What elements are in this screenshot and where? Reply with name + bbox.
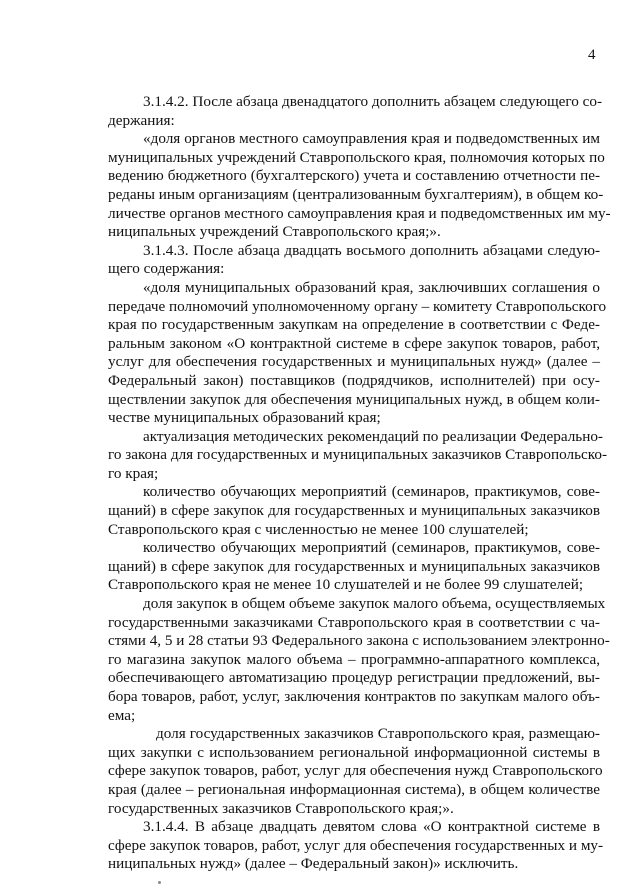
text-line: муниципальных учреждений Ставропольского края, полномочия которых по xyxy=(108,148,605,166)
text-line: доля государственных заказчиков Ставропольского края, размещаю- xyxy=(156,725,600,743)
text-line: щаний) в сфере закупок для государственных и муниципальных заказчиков xyxy=(108,557,600,575)
text-line: бора товаров, работ, услуг, заключения контрактов по закупкам малого объ- xyxy=(108,688,600,705)
text-line: ниципальных учреждений Ставропольского края;». xyxy=(108,223,441,241)
text-line: щих закупки с использованием региональной информационной системы в xyxy=(108,743,600,761)
text-line: сфере закупок товаров, работ, услуг для обеспечения нужд Ставропольского xyxy=(108,762,603,780)
document-body xyxy=(108,93,611,874)
text-line: Федеральный закон) поставщиков (подрядчиков, исполнителей) при осу- xyxy=(108,371,600,389)
text-line: передаче полномочий уполномоченному органу – комитету Ставропольского xyxy=(108,297,607,315)
text-line: го магазина закупок малого объема – программно-аппаратного комплекса, xyxy=(108,650,600,668)
text-line: количество обучающих мероприятий (семинаров, практикумов, сове- xyxy=(143,483,600,501)
text-line: щаний) в сфере закупок для государственных и муниципальных заказчиков xyxy=(108,502,600,520)
text-line: края (далее – региональная информационная система), в общем количестве xyxy=(108,780,600,798)
text-line: стями 4, 5 и 28 статьи 93 Федерального закона с использованием электронно- xyxy=(108,632,610,650)
text-line: 3.1.4.3. После абзаца двадцать восьмого дополнить абзацами следую- xyxy=(143,241,600,259)
text-line: актуализация методических рекомендаций по реализации Федерально- xyxy=(143,427,603,445)
text-line: ниципальных нужд» (далее – Федеральный закон)» исключить. xyxy=(108,855,519,873)
text-line: количество обучающих мероприятий (семинаров, практикумов, сове- xyxy=(143,539,600,557)
text-line: доля закупок в общем объеме закупок малого объема, осуществляемых xyxy=(143,595,606,613)
text-line: ральным законом «О контрактной системе в сфере закупок товаров, работ, xyxy=(108,334,600,352)
text-line: Ставропольского края с численностью не менее 100 слушателей; xyxy=(108,520,529,538)
text-line: 3.1.4.4. В абзаце двадцать девятом слова «О контрактной системе в xyxy=(143,818,600,836)
text-line: ема; xyxy=(108,706,136,724)
text-line: держания: xyxy=(108,111,175,129)
text-line: государственных заказчиков Ставропольского края;». xyxy=(108,799,454,817)
text-line: честве муниципальных образований края; xyxy=(108,409,381,427)
text-line: ществлении закупок для обеспечения муниципальных нужд, в общем коли- xyxy=(108,390,600,408)
text-line: Ставропольского края не менее 10 слушателей и не более 99 слушателей; xyxy=(108,576,584,594)
text-line: услуг для обеспечения государственных и муниципальных нужд» (далее – xyxy=(108,353,600,371)
text-line: «доля органов местного самоуправления края и подведомственных им xyxy=(143,130,600,148)
text-line: «доля муниципальных образований края, заключивших соглашения о xyxy=(143,278,600,296)
text-line: го края; xyxy=(108,464,159,482)
text-line: щего содержания: xyxy=(108,260,225,278)
text-line: личестве органов местного самоуправления края и подведомственных им му- xyxy=(108,204,611,222)
text-line: сфере закупок товаров, работ, услуг для обеспечения государственных и му- xyxy=(108,836,604,854)
text-line: 3.1.4.2. После абзаца двенадцатого дополнить абзацем следующего со- xyxy=(143,93,603,110)
page-number: 4 xyxy=(588,47,596,63)
text-line: государственными заказчиками Ставропольского края в соответствии с ча- xyxy=(108,613,600,631)
text-line: обеспечивающего автоматизацию процедур регистрации предложений, вы- xyxy=(108,669,600,687)
text-line: го закона для государственных и муниципальных заказчиков Ставропольско- xyxy=(108,446,608,464)
text-line: ведению бюджетного (бухгалтерского) учета и составлению отчетности пе- xyxy=(108,167,600,185)
text-line: края по государственным закупкам на определение в соответствии с Феде- xyxy=(108,316,600,334)
scan-artifact xyxy=(158,881,161,884)
text-line: реданы иным организациям (централизованным бухгалтериям), в общем ко- xyxy=(108,185,604,203)
